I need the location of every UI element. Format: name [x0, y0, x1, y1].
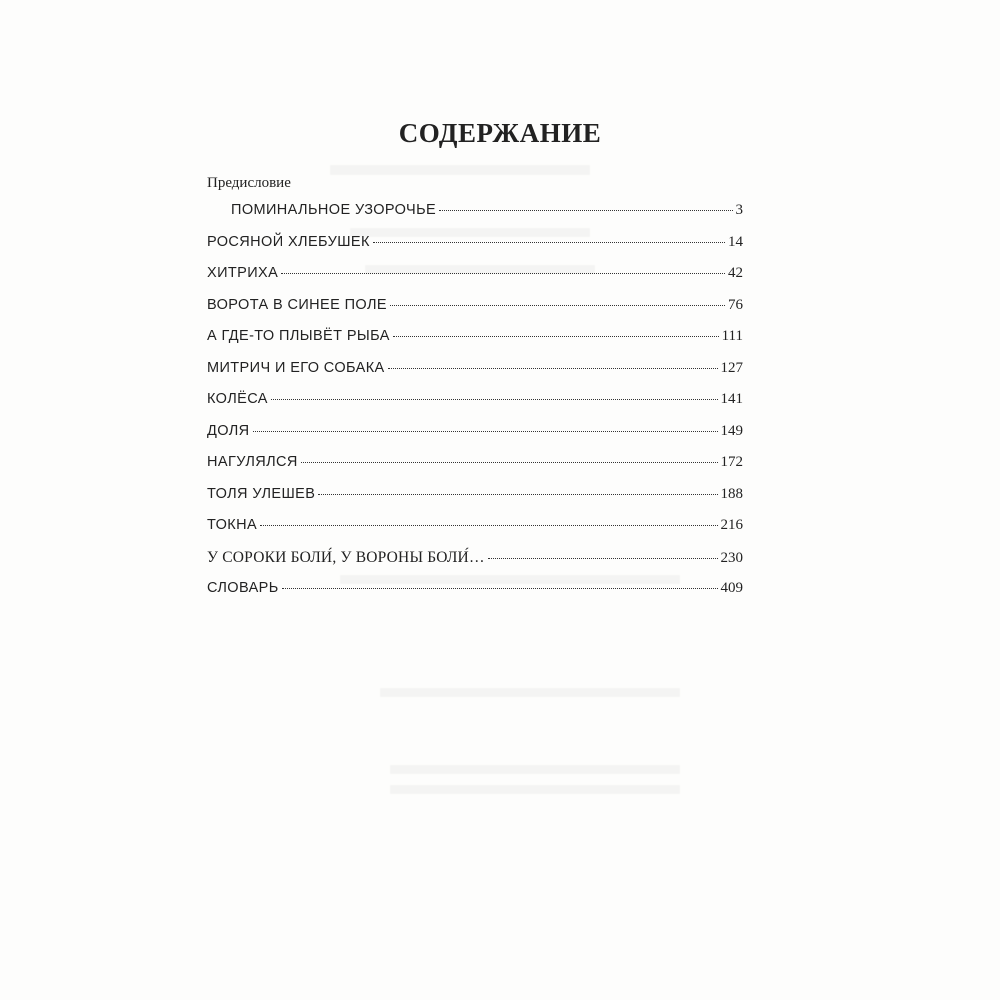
- toc-entry-title: ТОЛЯ УЛЕШЕВ: [207, 485, 316, 502]
- toc-entry-title: СЛОВАРЬ: [207, 580, 279, 596]
- toc-entry: [207, 234, 743, 266]
- toc-entry-title: КОЛЁСА: [207, 391, 268, 407]
- toc-entry-page: 172: [720, 454, 743, 470]
- toc-entry-page: 127: [720, 359, 743, 376]
- toc-entry-page: 149: [720, 422, 743, 439]
- toc-entry-title: РОСЯНОЙ ХЛЕБУШЕК: [207, 233, 370, 250]
- dot-leader: [281, 273, 725, 274]
- toc-entry-title: У СОРОКИ БОЛИ́, У ВОРОНЫ БОЛИ́…: [207, 548, 485, 566]
- toc-entry-title: ТОКНА: [207, 517, 258, 533]
- dot-leader: [390, 305, 725, 306]
- toc-entry-page: 141: [720, 391, 743, 407]
- toc-entry-title: ПОМИНАЛЬНОЕ УЗОРОЧЬЕ: [231, 202, 437, 218]
- toc-entry: [207, 265, 743, 297]
- toc-entry-page: 230: [720, 549, 743, 566]
- toc-entry-page: 42: [728, 265, 743, 281]
- toc-entry-title: ВОРОТА В СИНЕЕ ПОЛЕ: [207, 296, 387, 313]
- toc-entry-page: 111: [721, 328, 743, 344]
- toc-entry-page: 409: [720, 580, 743, 596]
- dot-leader: [271, 399, 718, 400]
- toc-entry-page: 216: [720, 517, 743, 533]
- toc-entry: [207, 580, 743, 612]
- dot-leader: [260, 525, 717, 526]
- dot-leader: [393, 336, 719, 337]
- dot-leader: [439, 210, 732, 211]
- toc-entry-page: 14: [728, 233, 743, 250]
- toc-entry-page: 76: [728, 296, 743, 313]
- dot-leader: [373, 242, 725, 243]
- toc-entry-title: МИТРИЧ И ЕГО СОБАКА: [207, 359, 385, 376]
- toc-entry: [207, 391, 743, 423]
- dot-leader: [388, 368, 718, 369]
- toc-entry: [207, 486, 743, 518]
- toc-entry-page: 3: [735, 202, 743, 218]
- dot-leader: [318, 494, 717, 495]
- toc-entry: [207, 328, 743, 360]
- dot-leader: [253, 431, 718, 432]
- toc-entry-title: А ГДЕ-ТО ПЛЫВЁТ РЫБА: [207, 328, 390, 344]
- dot-leader: [488, 558, 718, 559]
- dot-leader: [301, 462, 718, 463]
- page-title: СОДЕРЖАНИЕ: [398, 118, 602, 148]
- toc-entry: [207, 454, 743, 486]
- toc-entry: [207, 360, 743, 392]
- dot-leader: [282, 588, 718, 589]
- toc-entry: [207, 202, 743, 234]
- table-of-contents: [207, 202, 743, 612]
- toc-entry-title: ДОЛЯ: [207, 422, 250, 439]
- toc-entry-title: НАГУЛЯЛСЯ: [207, 454, 298, 470]
- toc-entry: [207, 549, 743, 581]
- toc-entry-title: ХИТРИХА: [207, 265, 279, 281]
- toc-entry: [207, 423, 743, 455]
- toc-entry-page: 188: [720, 485, 743, 502]
- toc-entry: [207, 517, 743, 549]
- toc-entry: [207, 297, 743, 329]
- preface-label: Предисловие: [207, 175, 291, 191]
